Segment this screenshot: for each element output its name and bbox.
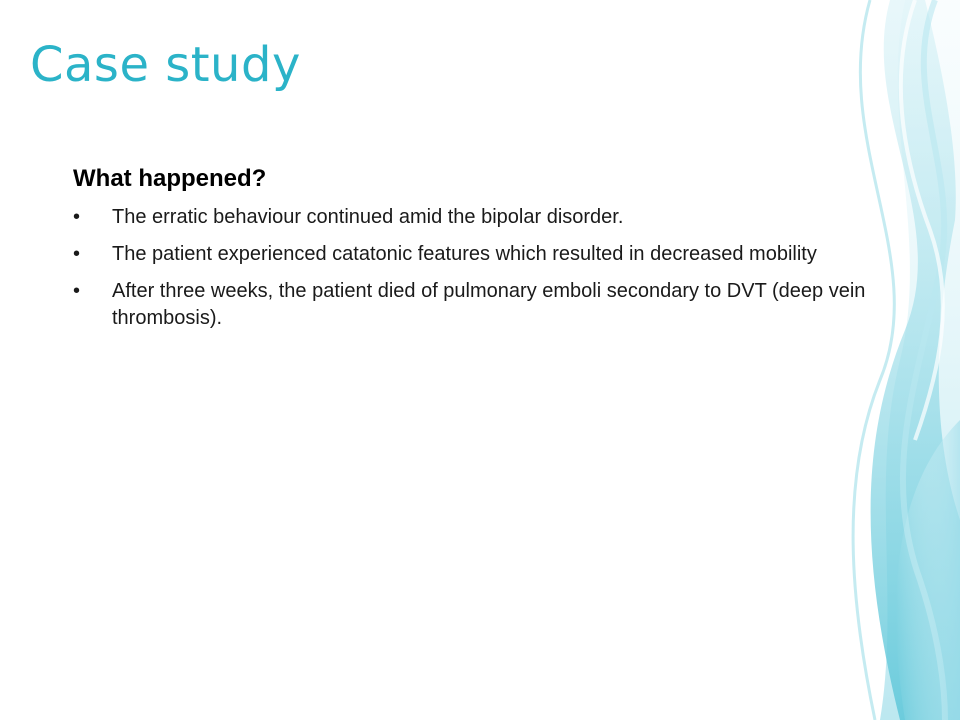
bullet-item — [73, 278, 908, 332]
bullet-marker: • — [73, 243, 81, 265]
bullet-text: The patient experienced catatonic features which resulted in decreased mobility — [112, 243, 817, 265]
bullet-marker: • — [73, 206, 81, 228]
bullet-text: After three weeks, the patient died of pulmonary emboli secondary to DVT (deep vein thrombosis). — [112, 280, 866, 329]
bullet-item — [73, 241, 908, 268]
bullet-marker: • — [73, 280, 81, 302]
bullet-list — [73, 204, 908, 332]
slide-body — [73, 160, 908, 342]
slide-title: Case study — [30, 37, 301, 93]
bullet-item — [73, 204, 908, 231]
section-heading: What happened? — [73, 165, 267, 192]
bullet-text: The erratic behaviour continued amid the bipolar disorder. — [112, 206, 624, 228]
